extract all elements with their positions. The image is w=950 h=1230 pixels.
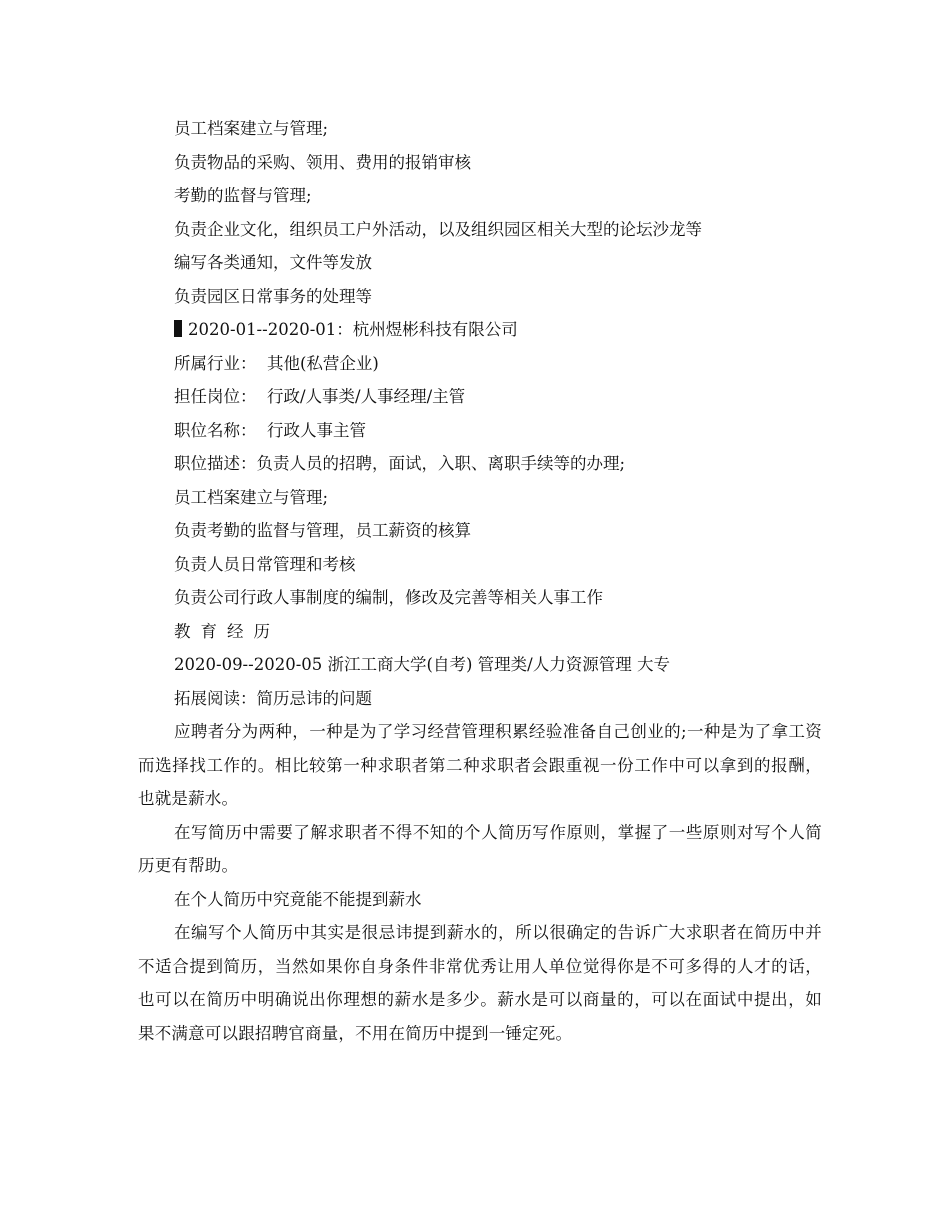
text-line: 负责园区日常事务的处理等: [174, 286, 372, 306]
job-description: 职位描述：负责人员的招聘，面试，入职、离职手续等的办理;: [174, 454, 626, 473]
text-line: 员工档案建立与管理;: [174, 119, 329, 138]
job-duty: 负责考勤的监督与管理，员工薪资的核算: [174, 521, 471, 540]
job-duty: 负责公司行政人事制度的编制，修改及完善等相关人事工作: [174, 588, 603, 607]
text-line: 负责物品的采购、领用、费用的报销审核: [174, 152, 471, 172]
job-duty: 员工档案建立与管理;: [174, 487, 329, 507]
paragraph: 在编写个人简历中其实是很忌讳提到薪水的，所以很确定的告诉广大求职者在简历中并不适合提到简历，当然如果你自身条件非常优秀让用人单位觉得你是不可多得的人才的话，也可以在简历中明确说出你理想的薪水是多少。薪水是可以商量的，可以在面试中提出，如果不满意可以跟招聘官商量，不用在简历中提到一锤定死。: [138, 923, 822, 1043]
job-position: 担任岗位： 行政/人事类/人事经理/主管: [174, 387, 466, 406]
education-entry: 2020-09--2020-05 浙江工商大学(自考) 管理类/人力资源管理 大专: [174, 655, 670, 674]
job-header: [138, 313, 822, 347]
text-line: 考勤的监督与管理;: [174, 186, 312, 205]
job-industry: 所属行业： 其他(私营企业): [174, 353, 379, 373]
bullet-marker-icon: [174, 320, 182, 337]
job-duty: 负责人员日常管理和考核: [174, 554, 356, 574]
job-title: 职位名称： 行政人事主管: [174, 420, 366, 440]
paragraph: 在写简历中需要了解求职者不得不知的个人简历写作原则，掌握了一些原则对写个人简历更有帮助。: [138, 822, 822, 875]
text-line: 负责企业文化，组织员工户外活动，以及组织园区相关大型的论坛沙龙等: [174, 219, 702, 239]
education-heading: 教育经历: [174, 621, 280, 641]
extended-reading-label: 拓展阅读：简历忌讳的问题: [174, 688, 372, 708]
paragraph: 应聘者分为两种，一种是为了学习经营管理积累经验准备自己创业的;一种是为了拿工资而选择找工作的。相比较第一种求职者第二种求职者会跟重视一份工作中可以拿到的报酬，也就是薪水。: [138, 722, 822, 808]
subheading: 在个人简历中究竟能不能提到薪水: [174, 889, 422, 909]
job-period-company: 2020-01--2020-01：杭州煜彬科技有限公司: [188, 320, 518, 339]
document-body: [138, 112, 822, 1050]
text-line: 编写各类通知，文件等发放: [174, 253, 372, 272]
